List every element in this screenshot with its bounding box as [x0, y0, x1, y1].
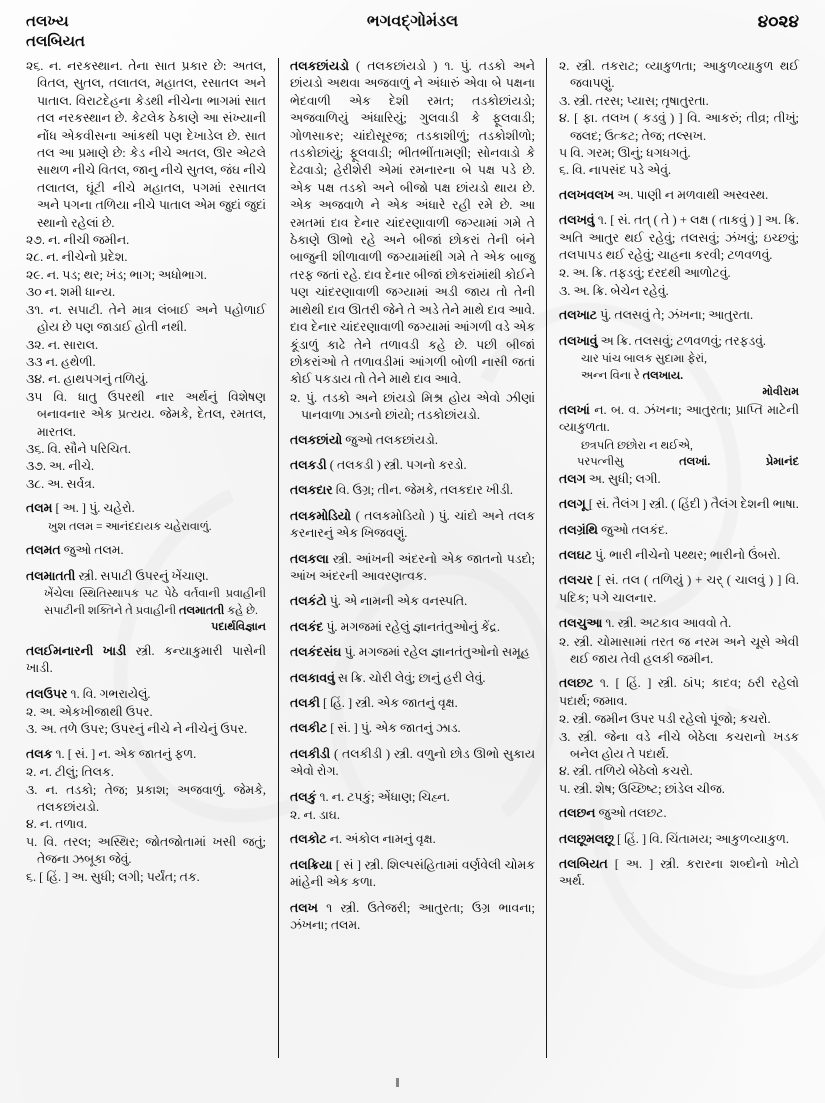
entry-headword: તલગ: [559, 471, 586, 486]
sense-definition: ૨. અ. ક્રિ. તફડવું; દરદથી આળોટવું.: [559, 266, 731, 281]
entry-headword: તલકંટો: [290, 594, 327, 609]
entry-gap: [559, 326, 799, 333]
sense-definition: ૩૪. ન. હાથપગનું તળિયું.: [26, 372, 149, 387]
entry-gap: [290, 425, 535, 432]
sense-definition: ૩. અ. તળે ઉપર; ઉપરનું નીચે ને નીચેનું ઉપર.: [26, 722, 248, 737]
entry-text: તલકીડી ( તલકીડી ) સ્ત્રી. વળુનો છોડ ઊભો સુકાય એવો રોગ.: [290, 746, 535, 779]
entry-text: તલકી [ હિં. ] સ્ત્રી. એક જાતનું વૃક્ષ.: [290, 696, 458, 710]
sense-definition: ૪. સ્ત્રી. તળિયે બેઠેલો કચરો.: [559, 764, 693, 779]
dictionary-entry: [559, 805, 799, 822]
entry-text: તલકંદ પું. મગજમાં રહેલું જ્ઞાનતંતુઓનું કેંદ્ર.: [290, 619, 500, 634]
entry-headword: તલછન: [559, 806, 596, 821]
entry-text: તલક્રિયા [ સં ] સ્ત્રી. શિલ્પસંહિતામાં વર્ણવેલી ચોમક માંહેની એક કળા.: [290, 857, 535, 890]
dictionary-entry: [26, 643, 266, 678]
entry-headword: તલમ: [26, 501, 53, 516]
text-columns: [26, 58, 799, 1058]
entry-headword: તલઘટ: [559, 547, 592, 562]
entry-headword: તલકાવવું: [290, 670, 335, 685]
sense-definition: ૨. અ. એકખીજાથી ઉપર.: [26, 704, 153, 719]
verse-headword-ref: તલખાં.: [679, 456, 711, 469]
entry-text: તલગ્રંથિ જુઓ તલકંદ.: [559, 522, 668, 537]
entry-gap: [559, 489, 799, 496]
entry-gap: [26, 535, 266, 542]
dictionary-entry: [290, 432, 535, 449]
example-quote: છત્રપતિ છછોરા ન થઈએ,: [581, 439, 693, 452]
sense-definition: ૬. વિ. નાપસંદ પડે એવું.: [559, 163, 672, 178]
entry-headword: તલમાતતી: [26, 568, 76, 583]
entry-headword: તલચુઆ: [559, 616, 603, 631]
entry-text: તલકછાંયડો ( તલકછાંયડો ) ૧. પું. તડકો અને છાંયડો અથવા અજવાળું ને અંધારું એવા બે પક્ષના ભેદવાળી એક દેશી રમત; તડકોછાંયડો; અજવાળિયું અંધારિયું; ગુલવાડી કે ફૂલવાડી; ગોળસાકર; ચાંદોસૂરજ; તડકાશીળું; તડકોશીળો; તડકોછાંયું; ફૂલવાડી; ભીતભીંતામણી; સોનવાડો કે દેઢવાડો; હેરીશેરી એમાં રમનારના બે પક્ષ પડે છે. એક પક્ષ તડકો અને બીજો પક્ષ છાંયડો થાય છે. એક અજવાળે ને એક અંધારે રહી રમે છે. આ રમતમાં દાવ દેનાર ચાંદરણાવાળી જગ્યામાં ગમે તે ઠેકાણે ઊભો રહે અને બીજાં છોકરાં તેની બંને બાજુની શીળાવાળી જગ્યામાંથી ગમે તે એક બાજુ તરફ જતાં રહે. દાવ દેનાર બીજાં છોકરાંમાંથી કોઈને પણ ચાંદરણાવાળી જગ્યામાં અડી જાય તો તેની માથેથી દાવ ઊતરી જેને તે અડે તેને માથે દાવ આવે. દાવ દેનાર ચાંદરણાવાળી જગ્યામાં આંગળી વડે એક કૂંડાળું કાઢે તેને તળાવડી કહે છે. પછી બીજાં છોકરાંઓ તે તળાવડીમાં આંગળી બોળી નાસી જતાં કોઈ પકડાય તો તેને માથે દાવ આવે.: [290, 59, 535, 387]
entry-gap: [559, 300, 799, 307]
entry-text: તલકલા સ્ત્રી. આંખની અંદરનો એક જાતનો પડદો; આંખ અંદરની આવરણત્વક.: [290, 551, 535, 583]
dictionary-entry: [290, 593, 535, 610]
sense-definition: ૨. સ્ત્રી. તકરાટ; વ્યાકુળતા; આકુળવ્યાકુળ થઈ જવાપણું.: [559, 59, 799, 91]
entry-text: તલખાટ પું. તલસવું તે; ઝંખના; આતુરતા.: [559, 308, 754, 323]
sense-definition: ૫. સ્ત્રી. શેષ; ઉચ્છિષ્ટ; છાંડેલ ચીજ.: [559, 781, 725, 796]
sense-definition: ૪. ન. તળાવ.: [26, 817, 88, 832]
dictionary-entry: [559, 547, 799, 564]
dictionary-entry: [559, 333, 799, 350]
entry-headword: તલખાટ: [559, 308, 598, 323]
dictionary-entry: [559, 496, 799, 513]
entry-gap: [559, 798, 799, 805]
dictionary-entry: [559, 522, 799, 539]
sense-definition: ૩૧. ન. સપાટી. તેને માત્ર લંબાઈ અને પહોળાઈ હોય છે પણ જાડાઈ હોતી નથી.: [26, 302, 266, 335]
entry-text: તલગૂ [ સં. તૈલંગ ] સ્ત્રી. ( હિંદી ) તૈલંગ દેશની ભાષા.: [559, 497, 799, 512]
entry-text: તલકદાર વિ. ઉગ્ર; તીન. જેમકે, તલકદાર ખીડી.: [290, 483, 514, 498]
dictionary-entry: [290, 746, 535, 781]
sense-definition: ૨. સ્ત્રી. ચોમાસામાં તરત જ નરમ અને ચૂસે એવી થઈ જાય તેવી હલકી જમીન.: [559, 634, 799, 666]
source-citation: મોવીરામ: [762, 386, 799, 399]
entry-text: તલઉપર ૧. વિ. ગભરાયેલું.: [26, 686, 151, 701]
entry-headword: તલગૂ: [559, 497, 586, 512]
entry-gap: [290, 850, 535, 857]
entry-text: તલછૂમલછૂ [ હિં. ] વિ. ચિંતામય; આકુળવ્યાકુળ.: [559, 831, 789, 846]
entry-text: તલછન જુઓ તલછટ.: [559, 806, 667, 821]
sense-definition: ૫. વિ. તરલ; અસ્થિર; જોતજોતામાં ખસી જતું; તેજના ઝબૂકા જેવું.: [26, 834, 266, 867]
dictionary-entry: [559, 856, 799, 891]
entry-gap: [26, 493, 266, 500]
entry-gap: [26, 636, 266, 643]
sense-definition: ૩૫ વિ. ધાતુ ઉપરથી નાર અર્થનું વિશેષણ બનાવનાર એક પ્રત્યય. જેમકે, દેતલ, રમતલ, મારતલ.: [26, 389, 266, 439]
entry-gap: [26, 739, 266, 746]
column-2: [278, 58, 546, 1058]
entry-gap: [290, 663, 535, 670]
entry-headword: તલકંદ: [290, 619, 324, 634]
entry-text: તલકાવવું સ ક્રિ. ચોરી લેવું; છાનું હરી લેવું.: [290, 670, 486, 685]
dictionary-entry: [290, 789, 535, 806]
source-citation: પદાર્થવિજ્ઞાન: [211, 621, 266, 634]
sense-definition: ૨. ન. ટીલું; તિલક.: [26, 765, 114, 780]
entry-headword: તલકી: [290, 696, 320, 710]
entry-headword: તલમત: [26, 543, 61, 558]
entry-gap: [290, 739, 535, 746]
entry-text: તલમત જુઓ તલમ.: [26, 543, 124, 558]
verse-text: પરપત્નીસુ: [577, 456, 624, 469]
entry-gap: [290, 450, 535, 457]
sense-definition: ૬. [ હિં. ] અ. સુધી; લગી; પર્યંત; તક.: [26, 869, 200, 884]
entry-text: તલગ અ. સુધી; લગી.: [559, 471, 661, 486]
book-title: ભગવદ્‌ગોમંડલ: [366, 13, 459, 30]
entry-headword: તલખ: [290, 900, 318, 915]
entry-headword: તલકડી: [290, 457, 327, 472]
dictionary-entry: [559, 831, 799, 848]
running-head: [26, 12, 799, 58]
source-citation: પ્રેમાનંદ: [765, 456, 799, 469]
entry-text: તલબિયત [ અ. ] સ્ત્રી. કરારના શબ્દોનો ખોટો અર્થ.: [559, 857, 799, 889]
entry-headword: તલક્રિયા: [290, 857, 333, 872]
verse-line: [559, 454, 799, 471]
entry-headword: તલકછાંયડો: [290, 59, 349, 73]
guide-word-last: તલબિયત: [26, 34, 85, 50]
entry-text: તલમ [ અ. ] પું. ચહેરો.: [26, 501, 135, 516]
entry-headword: તલખાવું: [559, 333, 598, 348]
entry-gap: [290, 688, 535, 695]
sense-definition: ૨. સ્ત્રી. જમીન ઉપર પડી રહેલો પૂંજો; કચરો.: [559, 712, 771, 727]
sense-definition: ૩૦ ન. શમી ધાન્ય.: [26, 285, 116, 300]
entry-gap: [290, 586, 535, 593]
headword-ref: તલમાતતી: [178, 604, 225, 617]
entry-gap: [290, 637, 535, 644]
entry-text: તલકું ૧. ન. ટપકું; એંધાણ; ચિહ્ન.: [290, 789, 450, 804]
sense-definition: ૫ વિ. ગરમ; ઊનું; ધગધગતું.: [559, 146, 691, 161]
column-3: [546, 58, 799, 1058]
example-quote: ખેંચેલા સ્થિતિસ્થાપક પટ પેઠે વર્તવાની પ્રવાહીની સપાટીની શક્તિને તે પ્રવાહીની તલમાતતી કહે છે. પદાર્થવિજ્ઞાન: [26, 586, 266, 636]
entry-text: તલખવલખ અ. પાણી ન મળવાથી અસ્વસ્થ.: [559, 187, 769, 202]
dictionary-entry: [290, 670, 535, 687]
dictionary-entry: [290, 482, 535, 499]
entry-text: તલકમોડિયો ( તલકમોડિયો ) પું. ચાંદો અને તલક કરનારનું એક ખિજવણું.: [290, 508, 535, 541]
dictionary-entry: [290, 644, 535, 661]
entry-text: તલકંટો પું. એ નામની એક વનસ્પતિ.: [290, 594, 468, 609]
dictionary-entry: [26, 500, 266, 517]
entry-text: તલકોટ ન. અંકોલ નામનું વૃક્ષ.: [290, 832, 436, 847]
entry-text: તલખ ૧ સ્ત્રી. ઉતેજરી; આતુરતા; ઉગ્ર ભાવના; ઝંખના; તલમ.: [290, 900, 535, 933]
sense-definition: ૨. પું. તડકો અને છાંયડો મિશ્ર હોય એવો ઝીણાં પાનવાળા ઝાડનો છાંયો; તડકોછાંયડો.: [290, 390, 535, 423]
dictionary-entry: [290, 58, 535, 389]
entry-gap: [290, 824, 535, 831]
sense-definition: ૨૭. ન. નીચી જમીન.: [26, 233, 130, 248]
sense-definition: ૪. [ ફા. તલખ ( કડવું ) ] વિ. આકરું; તીવ્ર; તીખું; જલદ; ઉત્કટ; તેજ; તલ્સખ.: [559, 111, 799, 143]
entry-gap: [290, 475, 535, 482]
dictionary-entry: [26, 746, 266, 763]
entry-text: તલચુઆ ૧. સ્ત્રી. અટકાવ આવવો તે.: [559, 616, 732, 631]
entry-gap: [559, 565, 799, 572]
entry-headword: તલકીટ: [290, 721, 328, 736]
entry-text: તલઘટ પું. ભારી નીચેનો પથ્થર; ભારીનો ઉંબરો.: [559, 547, 781, 562]
entry-text: તલકછાંયો જુઓ તલકછાંયડો.: [290, 432, 438, 447]
guide-word-first: તલખ્ય: [26, 14, 69, 30]
entry-headword: તલકલા: [290, 551, 329, 566]
entry-gap: [290, 544, 535, 551]
entry-headword: તલચર: [559, 573, 593, 588]
sense-definition: ૨૬. ન. નરકસ્થાન. તેના સાત પ્રકાર છે: અતલ, વિતલ, સુતલ, તલાતલ, મહાતલ, રસાતલ અને પાતાલ. વિરાટદેહના કેડથી નીચેના ભાગમાં સાત તલ નરકસ્થાન છે. કેટલેક ઠેકાણે આ સંખ્યાની નોંધ એકવીસના આંકથી પણ દેખાડેલ છે. સાત તલ આ પ્રમાણે છે: કેડ નીચે અતલ, ઊર એટલે સાથળ નીચે વિતલ, જાનુ નીચે સુતલ, જંઘ નીચે તલાતલ, ઘૂંટી નીચે મહાતલ, પગમાં રસાતલ અને પગના તળિયા નીચે પાતાલ એમ જુદાં જુદાં સ્થાનો રહેલાં છે.: [26, 59, 266, 230]
entry-headword: તલછૂમલછૂ: [559, 831, 614, 846]
dictionary-entry: [290, 695, 535, 712]
dictionary-entry: [559, 307, 799, 324]
dictionary-entry: [559, 402, 799, 437]
entry-headword: તલકંદસંઘ: [290, 645, 342, 660]
dictionary-entry: [290, 457, 535, 474]
sense-definition: ૩૮. અ. સર્વત્ર.: [26, 476, 96, 491]
entry-gap: [559, 608, 799, 615]
entry-gap: [559, 205, 799, 212]
dictionary-entry: [290, 619, 535, 636]
entry-text: તલઈમનારની ખાડી સ્ત્રી. કન્યાકુમારી પાસેની ખાડી.: [26, 643, 266, 676]
sense-definition: ૩૩ ન. હથેળી.: [26, 354, 96, 369]
entry-headword: તલછટ: [559, 676, 594, 691]
entry-headword: તલકછાંયો: [290, 432, 343, 447]
example-quote: ખુશ તલમ = આનંદદાયક ચહેરાવાળું.: [48, 520, 212, 533]
dictionary-entry: [26, 686, 266, 703]
dictionary-entry: [559, 675, 799, 710]
entry-headword: તલક: [26, 746, 53, 761]
entry-text: તલખાવું અ ક્રિ. તલસવું; ટળવળવું; તરફડવું.: [559, 333, 767, 348]
entry-text: તલક ૧. [ સં. ] ન. એક જાતનું ફળ.: [26, 746, 197, 761]
entry-gap: [290, 893, 535, 900]
entry-text: તલચર [ સં. તલ ( તળિયું ) + ચર્ ( ચાલવું ) ] વિ. પદિક; પગે ચાલનાર.: [559, 573, 799, 605]
entry-headword: તલકોટ: [290, 832, 327, 847]
entry-headword: તલકીડી: [290, 746, 331, 761]
dictionary-entry: [290, 508, 535, 543]
sense-definition: ૩. સ્ત્રી. જેના વડે નીચે બેઠેલા કચરાનો ખડક બનેલ હોય તે પદાર્થ.: [559, 729, 799, 761]
dictionary-entry: [290, 857, 535, 892]
entry-headword: તલકદાર: [290, 483, 333, 498]
entry-headword: તલખવલખ: [559, 187, 615, 202]
dictionary-entry: [290, 551, 535, 586]
entry-headword: તલખાં: [559, 402, 590, 417]
dictionary-entry: [290, 831, 535, 848]
sense-definition: ૨. ન. ડાઘ.: [290, 808, 340, 823]
entry-text: તલખવું ૧. [ સં. તત્ ( તે ) + લક્ષ ( તાકવું ) ] અ. ક્રિ. અતિ આતુર થઈ રહેવું; તલસવું; ઝંખવું; ઇચ્છવું; તલપાપડ થઈ રહેવું; ચાહના કરવી; ટળવળવું.: [559, 213, 799, 263]
entry-gap: [559, 824, 799, 831]
entry-gap: [290, 782, 535, 789]
entry-text: તલમાતતી સ્ત્રી. સપાટી ઉપરનું ખેંચાણ.: [26, 568, 209, 583]
entry-gap: [290, 612, 535, 619]
dictionary-entry: [290, 900, 535, 935]
entry-gap: [559, 668, 799, 675]
sense-definition: ૩. અ. ક્રિ. બેચેન રહેવું.: [559, 283, 669, 298]
column-1: [26, 58, 278, 1058]
entry-headword: તલઉપર: [26, 686, 68, 701]
entry-gap: [559, 515, 799, 522]
dictionary-entry: [559, 471, 799, 488]
entry-headword: તલખવું: [559, 213, 595, 228]
entry-headword: તલગ્રંથિ: [559, 522, 598, 537]
entry-text: તલકીટ [ સં. ] પું. એક જાતનું ઝાડ.: [290, 721, 461, 736]
dictionary-entry: [559, 187, 799, 204]
dictionary-entry: [26, 568, 266, 585]
sense-definition: ૩. સ્ત્રી. તરસ; પ્યાસ; તૃષાતુરતા.: [559, 93, 709, 108]
entry-gap: [26, 679, 266, 686]
entry-text: તલખાં ન. બ. વ. ઝંખના; આતુરતા; પ્રાપ્તિ માટેની વ્યાકુળતા.: [559, 402, 799, 435]
entry-gap: [290, 713, 535, 720]
headword-ref: તલખાય.: [642, 369, 684, 382]
entry-gap: [559, 849, 799, 856]
dictionary-entry: [559, 615, 799, 632]
page-footer-mark: [396, 1078, 399, 1087]
entry-headword: તલઈમનારની ખાડી: [26, 643, 127, 658]
dictionary-entry: [26, 542, 266, 559]
entry-headword: તલકમોડિયો: [290, 508, 352, 523]
entry-gap: [290, 501, 535, 508]
entry-gap: [26, 561, 266, 568]
entry-headword: તલકું: [290, 789, 317, 804]
dictionary-entry: [559, 572, 799, 607]
sense-definition: ૩૨. ન. સારાલ.: [26, 337, 99, 352]
entry-text: તલછટ ૧. [ હિં. ] સ્ત્રી. ઠાંપ; કાદવ; ઠરી રહેલો પદાર્થ; જમાવ.: [559, 676, 799, 708]
sense-definition: ૩૭. અ. નીચે.: [26, 459, 95, 474]
sense-definition: ૩૬. વિ. સૌને પરિચિત.: [26, 441, 131, 456]
dictionary-entry: [559, 212, 799, 264]
page-number: ૪૦૨૪: [757, 12, 799, 31]
entry-headword: તલબિયત: [559, 857, 608, 871]
entry-gap: [559, 540, 799, 547]
dictionary-entry: [290, 720, 535, 737]
example-quote: અન્ન વિના રે તલખાય.: [581, 369, 684, 382]
entry-gap: [559, 180, 799, 187]
entry-text: તલકડી ( તલકડી ) સ્ત્રી. પગનો કરડો.: [290, 457, 467, 472]
example-quote: ચાર પાંચ બાલક સુદામા ફેરાં,: [581, 353, 707, 366]
sense-definition: ૨૯. ન. પડ; થર; ખંડ; ભાગ; અધોભાગ.: [26, 267, 207, 282]
sense-definition: ૨૮. ન. નીચેનો પ્રદેશ.: [26, 250, 128, 265]
entry-text: તલકંદસંઘ પું. મગજમાં રહેલ જ્ઞાનતંતુઓનો સમૂહ: [290, 645, 530, 660]
sense-definition: ૩. ન. તડકો; તેજ; પ્રકાશ; અજવાળું. જેમકે, તલકછાંયડો.: [26, 782, 266, 814]
